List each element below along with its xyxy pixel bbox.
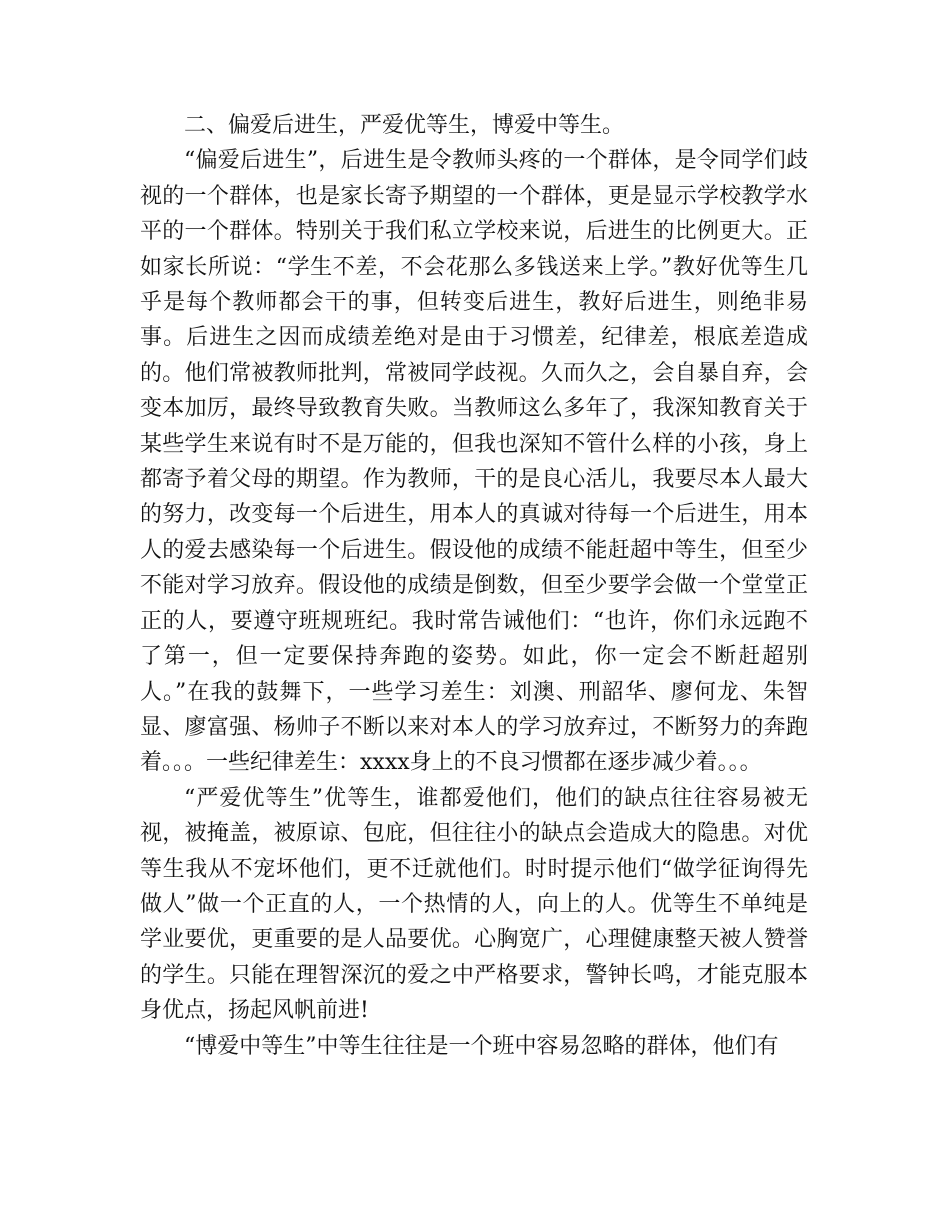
paragraph-top-students: “严爱优等生”优等生，谁都爱他们，他们的缺点往往容易被无视，被掩盖，被原谅、包庇，但往往小的缺点会造成大的隐患。对优等生我从不宠坏他们，更不迁就他们。时时提示他们“做学征询得先做人”做一个正直的人，一个热情的人，向上的人。优等生不单纯是学业要优，更重要的是人品要优。心胸宽广，心理健康整天被人赞誉的学生。只能在理智深沉的爱之中严格要求，警钟长鸣，才能克服本身优点，扬起风帆前进! <box>140 785 808 1024</box>
document-body <box>140 108 808 1064</box>
paragraph-middle-students: “博爱中等生”中等生往往是一个班中容易忽略的群体，他们有 <box>184 1033 779 1059</box>
section-heading: 二、偏爱后进生，严爱优等生，博爱中等生。 <box>184 113 625 138</box>
paragraph-underachievers: “偏爱后进生”，后进生是令教师头疼的一个群体，是令同学们歧视的一个群体，也是家长寄予期望的一个群体，更是显示学校教学水平的一个群体。特别关于我们私立学校来说，后进生的比例更大。正如家长所说：“学生不差，不会花那么多钱送来上学。”教好优等生几乎是每个教师都会干的事，但转变后进生，教好后进生，则绝非易事。后进生之因而成绩差绝对是由于习惯差，纪律差，根底差造成的。他们常被教师批判，常被同学歧视。久而久之，会自暴自弃，会变本加厉，最终导致教育失败。当教师这么多年了，我深知教育关于某些学生来说有时不是万能的，但我也深知不管什么样的小孩，身上都寄予着父母的期望。作为教师，干的是良心活儿，我要尽本人最大的努力，改变每一个后进生，用本人的真诚对待每一个后进生，用本人的爱去感染每一个后进生。假设他的成绩不能赶超中等生，但至少不能对学习放弃。假设他的成绩是倒数，但至少要学会做一个堂堂正正的人，要遵守班规班纪。我时常告诫他们：“也许，你们永远跑不了第一，但一定要保持奔跑的姿势。如此，你一定会不断赶超别人。”在我的鼓舞下，一些学习差生：刘澳、刑韶华、廖何龙、朱智显、廖富强、杨帅子不断以来对本人的学习放弃过，不断努力的奔跑着。。。一些纪律差生：xxxx身上的不良习惯都在逐步减少着。。。 <box>140 148 808 776</box>
